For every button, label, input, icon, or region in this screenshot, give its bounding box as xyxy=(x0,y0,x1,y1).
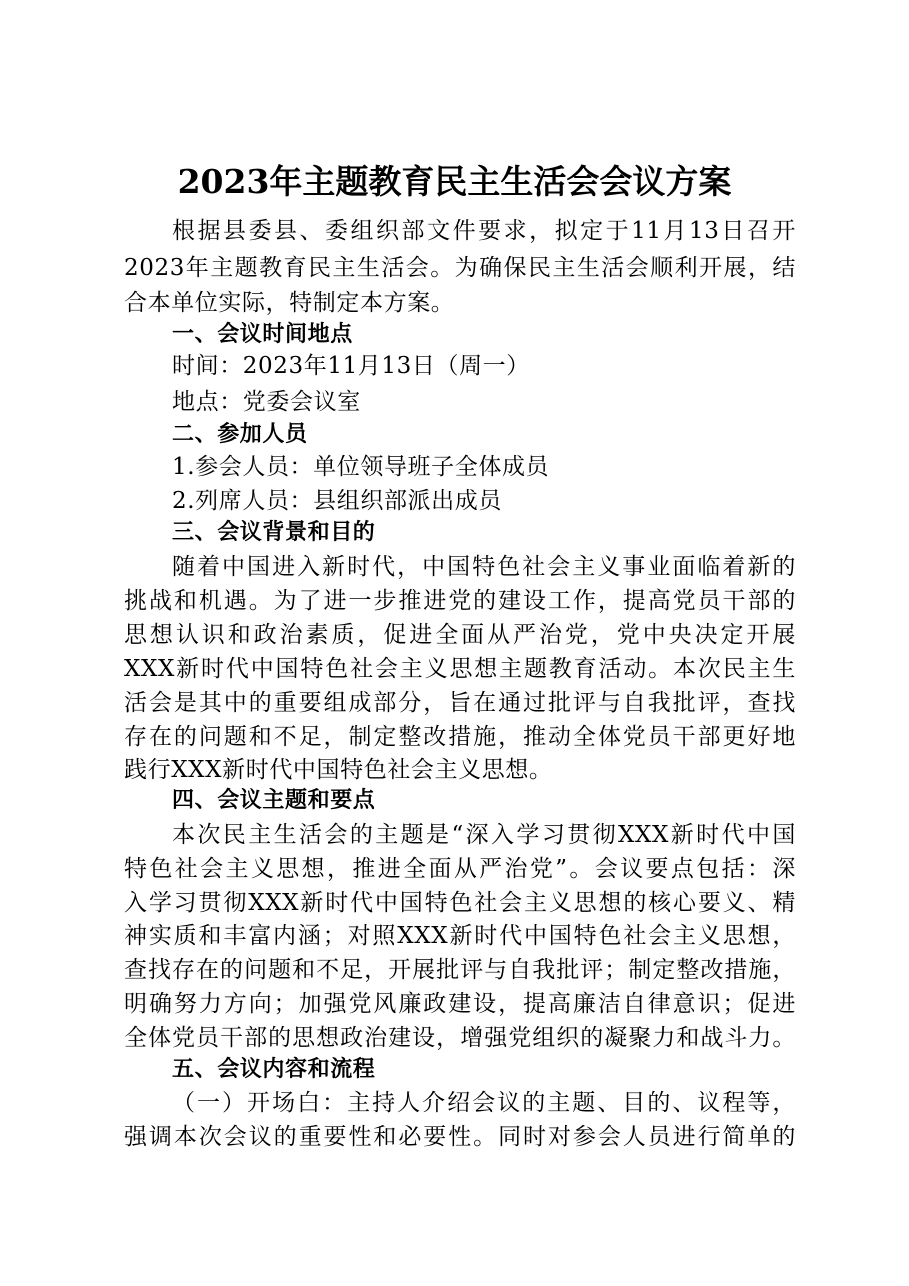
paragraph-line: XXX新时代中国特色社会主义思想主题教育活动。本次民主生 xyxy=(124,656,796,682)
paragraph-line: 地点：党委会议室 xyxy=(172,389,361,415)
paragraph-line: 查找存在的问题和不足，开展批评与自我批评；制定整改措施， xyxy=(124,957,796,983)
section-heading: 三、会议背景和目的 xyxy=(172,520,376,545)
paragraph-line: 活会是其中的重要组成部分，旨在通过批评与自我批评，查找 xyxy=(124,690,796,716)
paragraph-line: 合本单位实际，特制定本方案。 xyxy=(124,290,455,316)
paragraph-line: 随着中国进入新时代，中国特色社会主义事业面临着新的 xyxy=(172,554,796,580)
paragraph-line: 挑战和机遇。为了进一步推进党的建设工作，提高党员干部的 xyxy=(124,588,796,614)
section-heading: 五、会议内容和流程 xyxy=(172,1057,376,1082)
paragraph-line: 特色社会主义思想，推进全面从严治党”。会议要点包括：深 xyxy=(124,856,796,882)
paragraph-line: 入学习贯彻XXX新时代中国特色社会主义思想的核心要义、精 xyxy=(124,890,796,916)
paragraph-line: 2.列席人员：县组织部派出成员 xyxy=(172,488,502,514)
paragraph-line: 2023年主题教育民主生活会。为确保民主生活会顺利开展，结 xyxy=(124,255,796,281)
section-heading: 四、会议主题和要点 xyxy=(172,788,376,813)
paragraph-line: （一）开场白：主持人介绍会议的主题、目的、议程等， xyxy=(172,1090,796,1116)
section-heading: 二、参加人员 xyxy=(172,422,308,447)
paragraph-line: 根据县委县、委组织部文件要求，拟定于11月13日召开 xyxy=(172,218,796,244)
paragraph-line: 全体党员干部的思想政治建设，增强党组织的凝聚力和战斗力。 xyxy=(124,1025,796,1051)
paragraph-line: 存在的问题和不足，制定整改措施，推动全体党员干部更好地 xyxy=(124,724,796,750)
paragraph-line: 思想认识和政治素质，促进全面从严治党，党中央决定开展 xyxy=(124,622,796,648)
paragraph-line: 强调本次会议的重要性和必要性。同时对参会人员进行简单的 xyxy=(124,1124,796,1150)
paragraph-line: 本次民主生活会的主题是“深入学习贯彻XXX新时代中国 xyxy=(172,822,796,848)
paragraph-line: 明确努力方向；加强党风廉政建设，提高廉洁自律意识；促进 xyxy=(124,991,796,1017)
paragraph-line: 践行XXX新时代中国特色社会主义思想。 xyxy=(124,757,553,783)
paragraph-line: 1.参会人员：单位领导班子全体成员 xyxy=(172,454,550,480)
paragraph-line: 神实质和丰富内涵；对照XXX新时代中国特色社会主义思想， xyxy=(124,923,796,949)
document-title: 2023年主题教育民主生活会会议方案 xyxy=(177,162,732,201)
section-heading: 一、会议时间地点 xyxy=(172,322,353,347)
paragraph-line: 时间：2023年11月13日（周一） xyxy=(172,353,530,379)
